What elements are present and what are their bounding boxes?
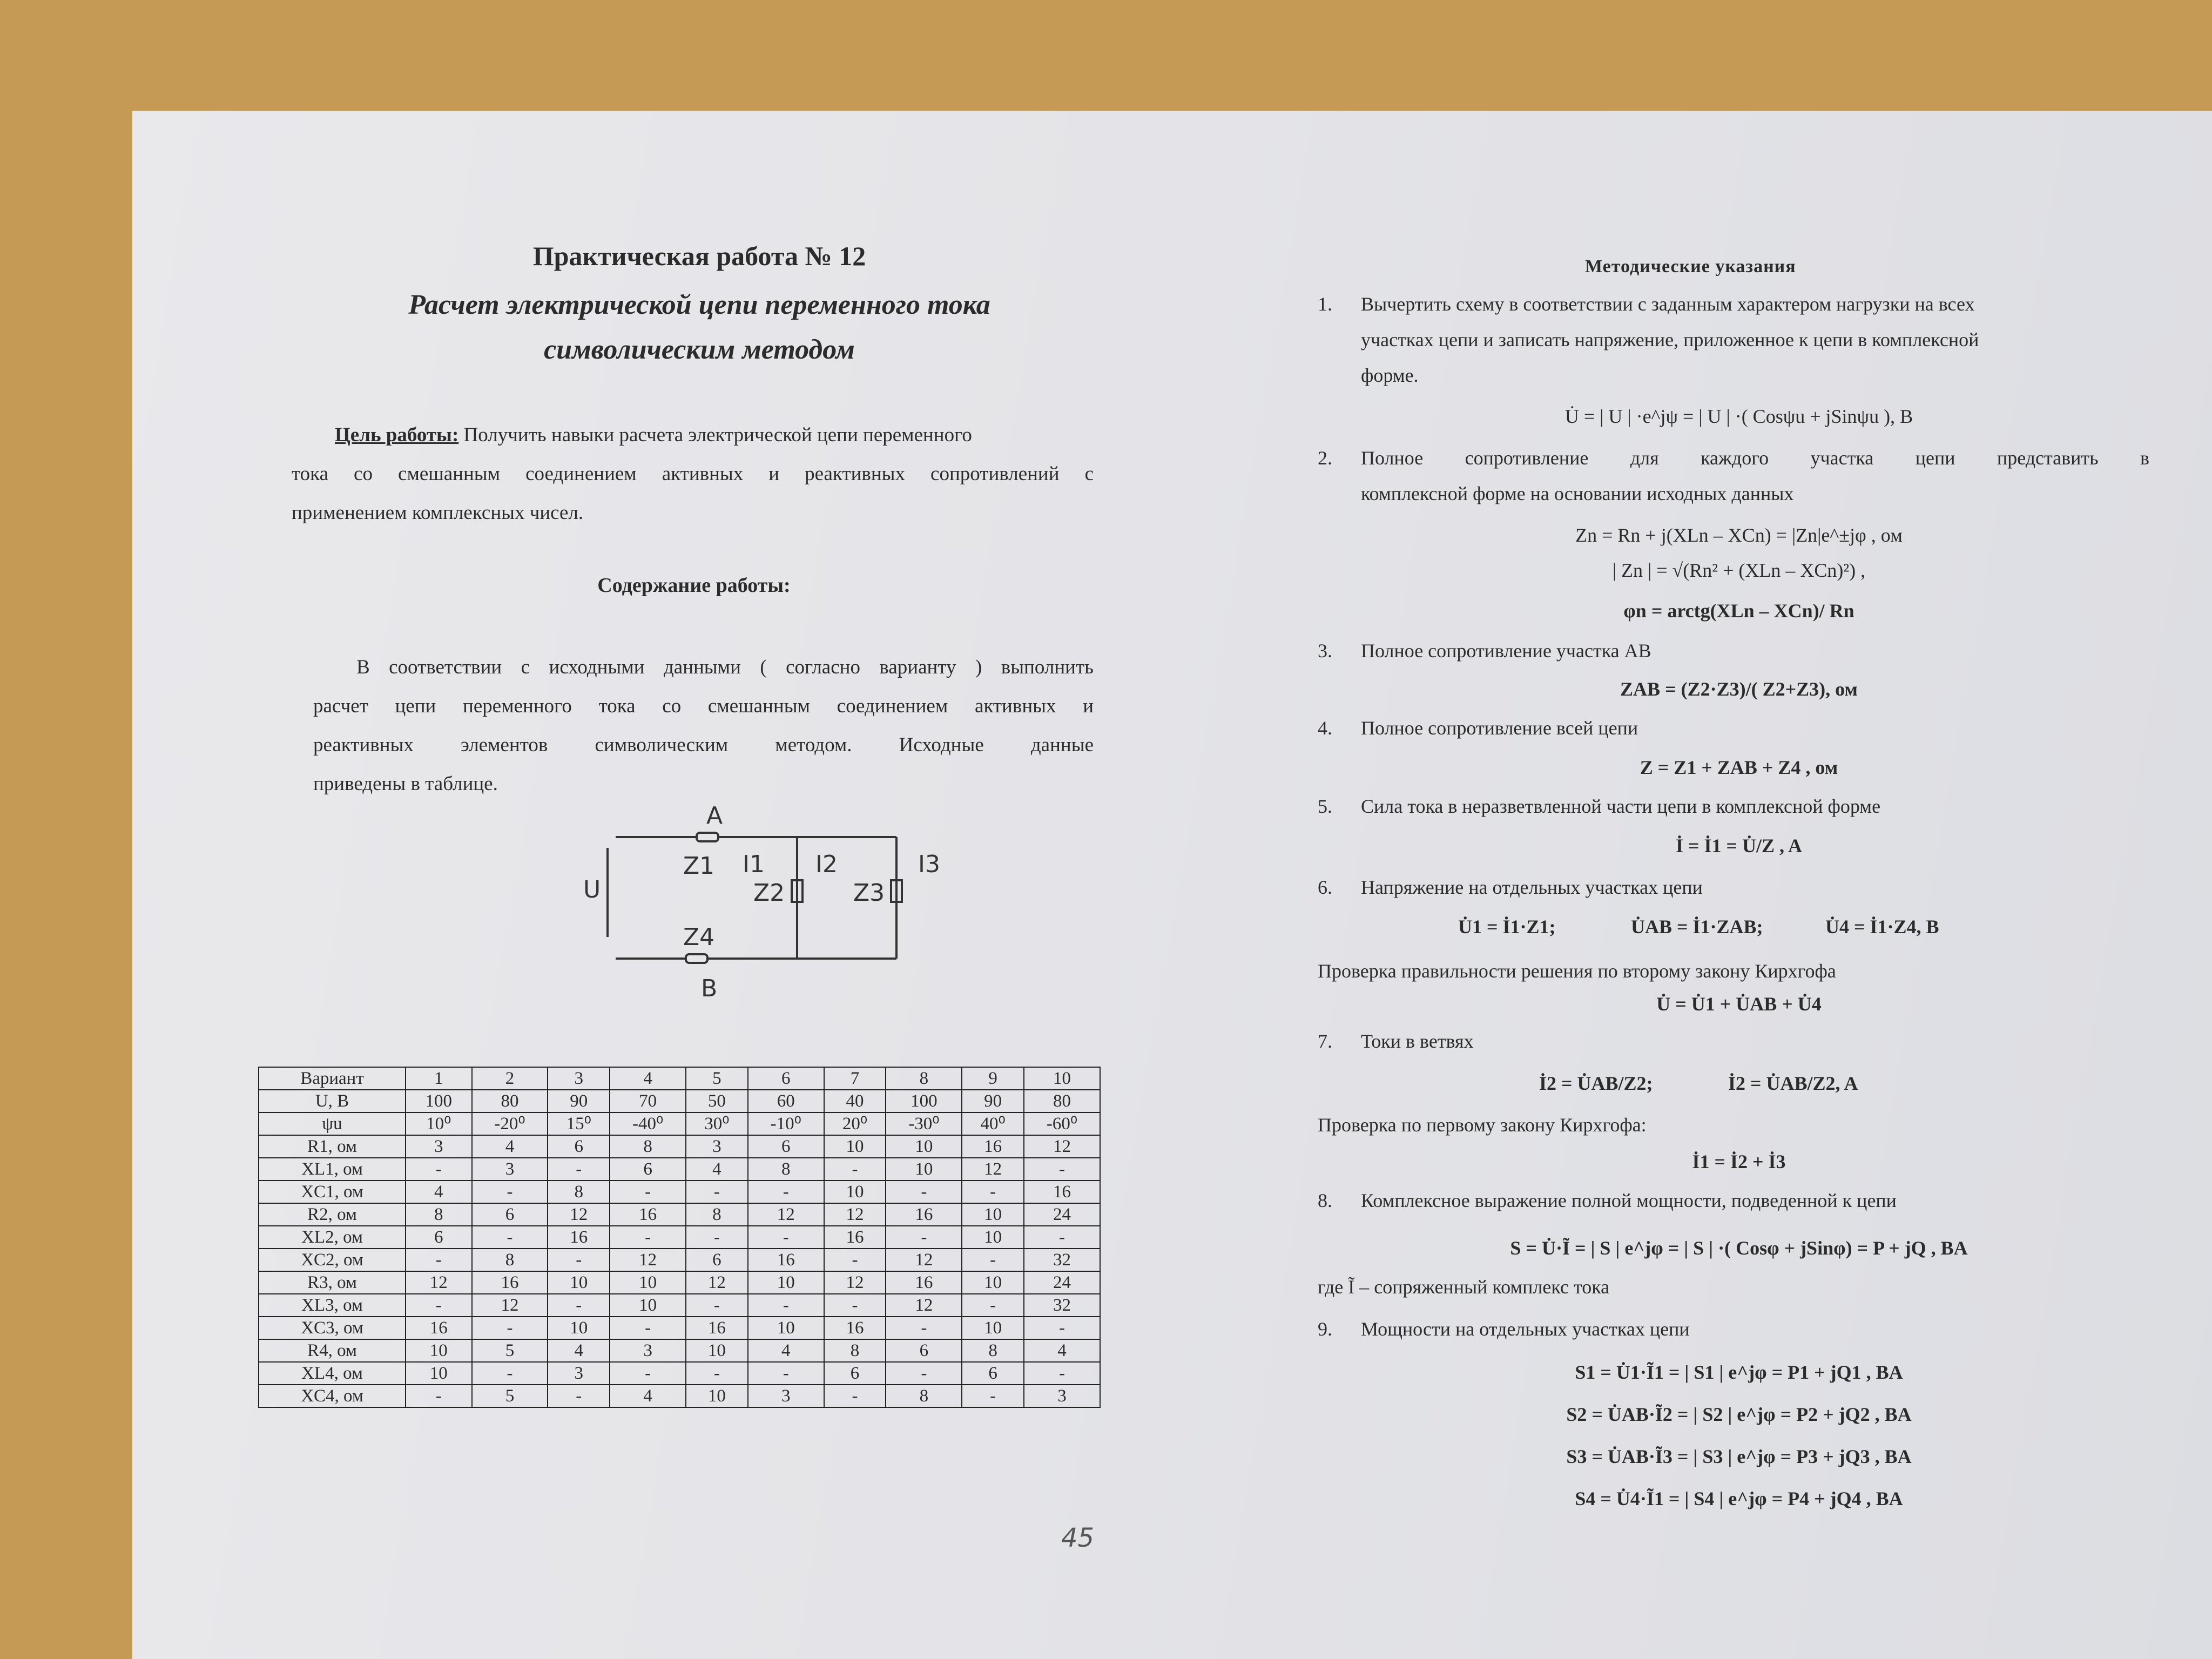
table-cell: -: [548, 1158, 610, 1181]
z1-label: Z1: [683, 852, 715, 880]
table-cell: 10: [548, 1271, 610, 1294]
item-number: 6.: [1318, 876, 1332, 898]
table-cell: 100: [406, 1090, 472, 1112]
table-cell: 6: [824, 1362, 886, 1385]
table-row: [259, 1135, 1100, 1158]
table-cell: -: [610, 1181, 686, 1203]
item2-line1: Полное сопротивление для каждого участка цепи представить в: [1361, 447, 2149, 469]
table-cell: 90: [962, 1090, 1024, 1112]
table-cell: 8: [686, 1203, 748, 1226]
table-row-label: XL4, ом: [259, 1362, 406, 1385]
table-cell: 10: [406, 1339, 472, 1362]
table-cell: -: [962, 1294, 1024, 1317]
table-cell: 10: [748, 1317, 824, 1339]
table-row-label: XC4, ом: [259, 1385, 406, 1407]
table-cell: 10: [886, 1158, 962, 1181]
page-subtitle-line1: Расчет электрической цепи переменного тока: [408, 289, 990, 320]
formula-9a: S1 = U̇1·Ĩ1 = | S1 | e^jφ = P1 + jQ1 , BA: [1575, 1361, 1903, 1383]
table-row-label: XC3, ом: [259, 1317, 406, 1339]
table-cell: 12: [962, 1158, 1024, 1181]
table-cell: -: [824, 1158, 886, 1181]
table-cell: 6: [610, 1158, 686, 1181]
table-cell: 50: [686, 1090, 748, 1112]
formula-6b: U̇AB = İ1·ZAB;: [1631, 916, 1763, 938]
table-header-label: Вариант: [259, 1067, 406, 1090]
table-cell: -: [748, 1181, 824, 1203]
table-cell: 24: [1024, 1203, 1100, 1226]
table-cell: 12: [824, 1271, 886, 1294]
table-row-label: U, B: [259, 1090, 406, 1112]
formula-9c: S3 = U̇AB·Ĩ3 = | S3 | e^jφ = P3 + jQ3 , BA: [1566, 1446, 1912, 1467]
formula-3: ZAB = (Z2·Z3)/( Z2+Z3), ом: [1620, 678, 1858, 700]
table-cell: 8: [886, 1385, 962, 1407]
table-cell: 30⁰: [686, 1112, 748, 1135]
table-cell: 16: [610, 1203, 686, 1226]
variants-table: [258, 1067, 1101, 1408]
guideline-item-2: [1318, 440, 2160, 516]
table-cell: 15⁰: [548, 1112, 610, 1135]
formula-6a: U̇1 = İ1·Z1;: [1458, 916, 1556, 938]
content-heading: Содержание работы:: [597, 574, 791, 597]
table-cell: 12: [610, 1249, 686, 1271]
page-subtitle-line2: символическим методом: [544, 334, 855, 365]
table-cell: -: [472, 1181, 548, 1203]
table-cell: 16: [824, 1226, 886, 1249]
table-cell: 10: [686, 1385, 748, 1407]
table-cell: 4: [686, 1158, 748, 1181]
item7-line1: Токи в ветвях: [1361, 1030, 1474, 1052]
table-cell: -: [610, 1317, 686, 1339]
table-cell: 5: [472, 1385, 548, 1407]
table-cell: 12: [548, 1203, 610, 1226]
table-cell: 12: [886, 1294, 962, 1317]
content-line3: реактивных элементов символическим методом. Исходные данные: [313, 734, 1094, 756]
guideline-item-3: [1318, 633, 2160, 671]
table-cell: 70: [610, 1090, 686, 1112]
table-cell: -: [886, 1181, 962, 1203]
table-cell: 8: [406, 1203, 472, 1226]
formula-2a: Zn = Rn + j(XLn – XCn) = |Zn|e^±jφ , ом: [1575, 524, 1903, 546]
formula-5: İ = İ1 = U̇/Z , A: [1675, 835, 1803, 857]
content-line4: приведены в таблице.: [313, 773, 498, 795]
content-line2: расчет цепи переменного тока со смешанным соединением активных и: [313, 695, 1094, 717]
table-cell: 16: [748, 1249, 824, 1271]
table-cell: 12: [824, 1203, 886, 1226]
table-row: [259, 1090, 1100, 1112]
table-row-label: XL1, ом: [259, 1158, 406, 1181]
item-number: 7.: [1318, 1030, 1332, 1052]
page-number: 45: [1061, 1523, 1095, 1553]
table-row-label: R4, ом: [259, 1339, 406, 1362]
table-cell: 10: [886, 1135, 962, 1158]
table-header-cell: 5: [686, 1067, 748, 1090]
table-cell: -: [472, 1362, 548, 1385]
kirchhoff-1-check: Проверка по первому закону Кирхгофа:: [1318, 1114, 1647, 1136]
table-cell: -: [610, 1226, 686, 1249]
table-cell: -30⁰: [886, 1112, 962, 1135]
table-row: [259, 1181, 1100, 1203]
table-cell: 20⁰: [824, 1112, 886, 1135]
formula-9b: S2 = U̇AB·Ĩ2 = | S2 | e^jφ = P2 + jQ2 , BA: [1566, 1404, 1912, 1425]
table-cell: -: [886, 1317, 962, 1339]
table-cell: -: [748, 1294, 824, 1317]
table-cell: 90: [548, 1090, 610, 1112]
item4-line1: Полное сопротивление всей цепи: [1361, 717, 1638, 739]
table-cell: -: [962, 1249, 1024, 1271]
table-row-label: R2, ом: [259, 1203, 406, 1226]
guideline-item-7: [1318, 1023, 2160, 1061]
table-row: [259, 1158, 1100, 1181]
table-cell: 16: [824, 1317, 886, 1339]
table-cell: 6: [886, 1339, 962, 1362]
table-cell: 10⁰: [406, 1112, 472, 1135]
formula-8-note: где Ĩ – сопряженный комплекс тока: [1318, 1276, 1610, 1298]
table-cell: -: [1024, 1317, 1100, 1339]
table-cell: -: [548, 1249, 610, 1271]
formula-7b: İ2 = U̇AB/Z2, A: [1728, 1073, 1858, 1094]
table-cell: 8: [824, 1339, 886, 1362]
item-number: 5.: [1318, 795, 1332, 817]
table-cell: 16: [886, 1271, 962, 1294]
table-row: [259, 1385, 1100, 1407]
table-cell: -: [686, 1226, 748, 1249]
item-number: 2.: [1318, 447, 1332, 469]
table-cell: -: [1024, 1158, 1100, 1181]
table-cell: -: [406, 1249, 472, 1271]
table-cell: -: [824, 1294, 886, 1317]
table-cell: -: [1024, 1362, 1100, 1385]
table-row: [259, 1112, 1100, 1135]
table-cell: -: [406, 1158, 472, 1181]
goal-line3: применением комплексных чисел.: [292, 502, 584, 524]
table-cell: 10: [962, 1203, 1024, 1226]
node-b-label: B: [701, 975, 718, 999]
table-row: [259, 1271, 1100, 1294]
table-cell: 16: [472, 1271, 548, 1294]
table-cell: 4: [748, 1339, 824, 1362]
table-cell: 16: [548, 1226, 610, 1249]
table-cell: -: [824, 1385, 886, 1407]
i3-label: I3: [918, 851, 940, 878]
formula-2b: | Zn | = √(Rn² + (XLn – XCn)²) ,: [1612, 559, 1866, 581]
table-cell: -60⁰: [1024, 1112, 1100, 1135]
table-cell: 8: [962, 1339, 1024, 1362]
table-cell: 10: [962, 1226, 1024, 1249]
table-cell: 100: [886, 1090, 962, 1112]
goal-line1: Получить навыки расчета электрической цепи переменного: [463, 424, 972, 446]
table-header-cell: 8: [886, 1067, 962, 1090]
table-cell: -: [686, 1362, 748, 1385]
table-cell: 32: [1024, 1249, 1100, 1271]
z3-label: Z3: [853, 879, 885, 907]
table-cell: 3: [748, 1385, 824, 1407]
item3-line1: Полное сопротивление участка АВ: [1361, 640, 1651, 662]
table-cell: -: [886, 1362, 962, 1385]
table-row: [259, 1249, 1100, 1271]
table-cell: -: [1024, 1226, 1100, 1249]
formula-7c: İ1 = İ2 + İ3: [1692, 1151, 1786, 1172]
item-number: 3.: [1318, 640, 1332, 662]
table-cell: 16: [962, 1135, 1024, 1158]
table-cell: -: [472, 1317, 548, 1339]
table-cell: 12: [406, 1271, 472, 1294]
table-header-cell: 9: [962, 1067, 1024, 1090]
table-cell: -: [962, 1385, 1024, 1407]
table-row: [259, 1294, 1100, 1317]
table-row-label: R1, ом: [259, 1135, 406, 1158]
table-cell: 3: [686, 1135, 748, 1158]
table-cell: 10: [962, 1317, 1024, 1339]
formula-6d: U̇ = U̇1 + U̇AB + U̇4: [1656, 993, 1822, 1015]
content-paragraph: [313, 648, 1094, 804]
item1-line3: форме.: [1361, 365, 1419, 386]
table-header-cell: 2: [472, 1067, 548, 1090]
table-row-label: R3, ом: [259, 1271, 406, 1294]
i2-label: I2: [815, 851, 838, 878]
node-a-label: A: [706, 802, 723, 830]
table-cell: -: [548, 1385, 610, 1407]
table-cell: 10: [824, 1135, 886, 1158]
table-header-cell: 10: [1024, 1067, 1100, 1090]
table-cell: 10: [686, 1339, 748, 1362]
guideline-item-9: [1318, 1311, 2160, 1349]
table-cell: 4: [406, 1181, 472, 1203]
table-cell: -: [748, 1362, 824, 1385]
table-cell: 10: [610, 1271, 686, 1294]
voltage-u-label: U: [583, 876, 601, 903]
formula-4: Z = Z1 + ZAB + Z4 , ом: [1640, 757, 1838, 778]
table-cell: 80: [472, 1090, 548, 1112]
table-row-label: XC1, ом: [259, 1181, 406, 1203]
formula-9d: S4 = U̇4·Ĩ1 = | S4 | e^jφ = P4 + jQ4 , BA: [1575, 1488, 1903, 1509]
table-cell: 8: [748, 1158, 824, 1181]
table-cell: -: [686, 1294, 748, 1317]
item8-line1: Комплексное выражение полной мощности, подведенной к цепи: [1361, 1190, 1897, 1211]
table-cell: 3: [548, 1362, 610, 1385]
guideline-item-5: [1318, 788, 2160, 826]
table-cell: 16: [886, 1203, 962, 1226]
table-cell: -40⁰: [610, 1112, 686, 1135]
formula-6c: U̇4 = İ1·Z4, B: [1825, 916, 1939, 938]
formula-1: U̇ = | U | ·e^jψ = | U | ·( Cosψu + jSinψu ), B: [1564, 406, 1913, 427]
table-header-cell: 3: [548, 1067, 610, 1090]
table-cell: -: [610, 1362, 686, 1385]
table-row: [259, 1317, 1100, 1339]
table-row-label: ψu: [259, 1112, 406, 1135]
i1-label: I1: [743, 851, 765, 878]
table-row-label: XC2, ом: [259, 1249, 406, 1271]
content-line1: В соответствии с исходными данными ( согласно варианту ) выполнить: [356, 656, 1094, 678]
z4-label: Z4: [683, 923, 715, 951]
table-cell: 16: [1024, 1181, 1100, 1203]
guideline-item-8: [1318, 1183, 2160, 1220]
table-cell: 3: [406, 1135, 472, 1158]
table-cell: -: [548, 1294, 610, 1317]
table-cell: -: [962, 1181, 1024, 1203]
table-cell: 12: [686, 1271, 748, 1294]
table-cell: 6: [962, 1362, 1024, 1385]
formula-2c: φn = arctg(XLn – XCn)/ Rn: [1623, 600, 1854, 622]
page-title: Практическая работа № 12: [532, 241, 866, 271]
table-cell: 80: [1024, 1090, 1100, 1112]
table-cell: -: [686, 1181, 748, 1203]
item-number: 8.: [1318, 1190, 1332, 1211]
item-number: 4.: [1318, 717, 1332, 739]
item9-line1: Мощности на отдельных участках цепи: [1361, 1318, 1690, 1340]
table-row-label: XL2, ом: [259, 1226, 406, 1249]
table-cell: 12: [472, 1294, 548, 1317]
table-cell: 10: [748, 1271, 824, 1294]
item1-line2: участках цепи и записать напряжение, приложенное к цепи в комплексной: [1361, 329, 1979, 350]
table-cell: 4: [472, 1135, 548, 1158]
table-cell: 10: [406, 1362, 472, 1385]
table-cell: 10: [610, 1294, 686, 1317]
table-cell: 60: [748, 1090, 824, 1112]
table-cell: 40: [824, 1090, 886, 1112]
circuit-diagram: [583, 799, 961, 999]
table-cell: 8: [472, 1249, 548, 1271]
table-cell: -: [406, 1294, 472, 1317]
table-cell: 6: [548, 1135, 610, 1158]
table-cell: -: [472, 1226, 548, 1249]
guideline-item-6: [1318, 869, 2160, 907]
table-cell: 6: [748, 1135, 824, 1158]
table-header-cell: 1: [406, 1067, 472, 1090]
table-cell: 3: [610, 1339, 686, 1362]
kirchhoff-2-check: Проверка правильности решения по второму закону Кирхгофа: [1318, 960, 1836, 982]
guidelines-heading: Методические указания: [1585, 257, 1796, 276]
table-cell: 24: [1024, 1271, 1100, 1294]
table-cell: 4: [1024, 1339, 1100, 1362]
item6-line1: Напряжение на отдельных участках цепи: [1361, 876, 1703, 898]
table-cell: 6: [472, 1203, 548, 1226]
table-cell: -20⁰: [472, 1112, 548, 1135]
table-header-cell: 6: [748, 1067, 824, 1090]
goal-paragraph: [292, 416, 1094, 532]
table-row-label: XL3, ом: [259, 1294, 406, 1317]
item1-line1: Вычертить схему в соответствии с заданным характером нагрузки на всех: [1361, 293, 1975, 315]
z2-label: Z2: [753, 879, 785, 907]
table-row: [259, 1362, 1100, 1385]
table-row: [259, 1203, 1100, 1226]
table-cell: 10: [962, 1271, 1024, 1294]
guideline-item-1: [1318, 286, 2160, 400]
formula-8: S = U̇·Ĩ = | S | e^jφ = | S | ·( Cosφ + jSinφ) = P + jQ , BA: [1510, 1237, 1968, 1259]
table-cell: 4: [610, 1385, 686, 1407]
guideline-item-4: [1318, 710, 2160, 748]
item-number: 9.: [1318, 1318, 1332, 1340]
table-cell: 5: [472, 1339, 548, 1362]
table-cell: -: [824, 1249, 886, 1271]
table-header-cell: 7: [824, 1067, 886, 1090]
table-header-cell: 4: [610, 1067, 686, 1090]
item5-line1: Сила тока в неразветвленной части цепи в комплексной форме: [1361, 795, 1881, 817]
table-cell: 4: [548, 1339, 610, 1362]
table-row: [259, 1339, 1100, 1362]
table-cell: 32: [1024, 1294, 1100, 1317]
item-number: 1.: [1318, 293, 1332, 315]
table-cell: 6: [686, 1249, 748, 1271]
table-cell: 6: [406, 1226, 472, 1249]
table-row: [259, 1226, 1100, 1249]
item2-line2: комплексной форме на основании исходных данных: [1361, 483, 1794, 504]
table-cell: 16: [686, 1317, 748, 1339]
table-header-row: [259, 1067, 1100, 1090]
table-cell: 12: [886, 1249, 962, 1271]
table-cell: -: [748, 1226, 824, 1249]
table-cell: -10⁰: [748, 1112, 824, 1135]
circuit-svg: [583, 799, 961, 999]
table-cell: 40⁰: [962, 1112, 1024, 1135]
goal-line2: тока со смешанным соединением активных и реактивных сопротивлений с: [292, 463, 1094, 485]
table-cell: 3: [1024, 1385, 1100, 1407]
table-cell: 12: [1024, 1135, 1100, 1158]
table-cell: 10: [548, 1317, 610, 1339]
table-cell: 12: [748, 1203, 824, 1226]
table-cell: -: [886, 1226, 962, 1249]
table-cell: 10: [824, 1181, 886, 1203]
table-cell: 3: [472, 1158, 548, 1181]
goal-label: Цель работы:: [335, 424, 459, 446]
table-cell: 8: [548, 1181, 610, 1203]
table-cell: -: [406, 1385, 472, 1407]
table-cell: 16: [406, 1317, 472, 1339]
table-cell: 8: [610, 1135, 686, 1158]
formula-7a: İ2 = U̇AB/Z2;: [1539, 1073, 1653, 1094]
